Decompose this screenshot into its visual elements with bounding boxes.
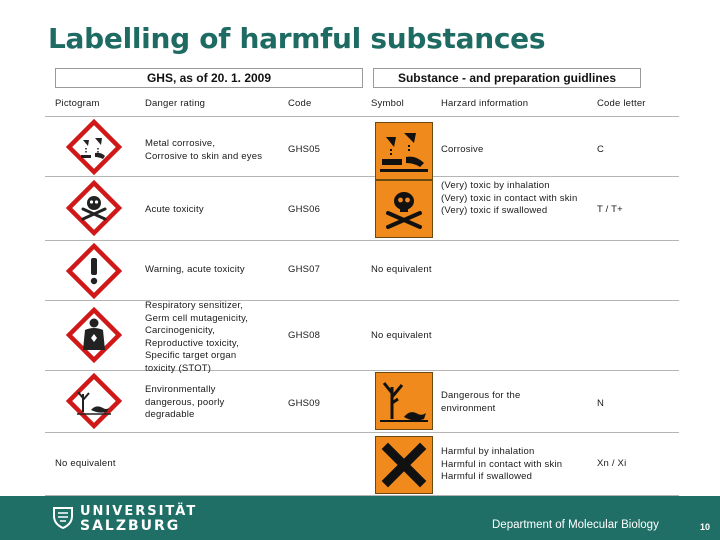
ghs-header: GHS, as of 20. 1. 2009 <box>55 68 363 88</box>
row-divider <box>45 240 679 241</box>
danger-rating-text: Respiratory sensitizer, Germ cell mutagenicity, Carcinogenicity, Reproductive toxicity, Specific target organ toxicity (STOT) <box>145 300 249 374</box>
danger-rating-text: Environmentally dangerous, poorly degradable <box>145 384 225 420</box>
col-code-letter: Code letter <box>597 97 646 109</box>
exclamation-icon <box>65 242 123 300</box>
code-letter: N <box>597 397 605 409</box>
danger-rating-text: Metal corrosive, Corrosive to skin and eyes <box>145 138 263 162</box>
corrosive-symbol-icon <box>375 122 433 180</box>
code-letter: C <box>597 143 605 155</box>
danger-rating-text: Acute toxicity <box>145 203 204 215</box>
row-divider <box>45 370 679 371</box>
corrosion-icon <box>65 118 123 176</box>
hazard-info-text: Corrosive <box>441 143 484 155</box>
logo-line-2: SALZBURG <box>80 518 181 534</box>
col-hazard-info: Harzard information <box>441 97 529 109</box>
row-divider <box>45 116 679 117</box>
page-number: 10 <box>700 522 711 532</box>
col-pictogram: Pictogram <box>55 97 100 109</box>
logo-line-1: UNIVERSITÄT <box>80 504 198 519</box>
code-letter: T / T+ <box>597 203 623 215</box>
substance-header: Substance - and preparation guidlines <box>373 68 641 88</box>
health-hazard-icon <box>65 306 123 364</box>
hazard-info-text: Harmful by inhalation Harmful in contact with skin Harmful if swallowed <box>441 446 563 482</box>
slide-title: Labelling of harmful substances <box>48 22 546 55</box>
ghs-code: GHS08 <box>288 329 321 341</box>
danger-rating-text: Warning, acute toxicity <box>145 263 245 275</box>
hazard-info-text: (Very) toxic by inhalation (Very) toxic in contact with skin (Very) toxic if swallowed <box>441 180 578 216</box>
skull-crossbones-icon <box>65 179 123 237</box>
environment-icon <box>65 372 123 430</box>
labelling-table <box>45 64 679 496</box>
hazard-info-text: Dangerous for the environment <box>441 390 521 414</box>
no-equivalent-text: No equivalent <box>371 263 432 275</box>
ghs-code: GHS09 <box>288 397 321 409</box>
harmful-cross-icon <box>375 436 433 494</box>
environment-symbol-icon <box>375 372 433 430</box>
col-code: Code <box>288 97 312 109</box>
row-divider <box>45 176 679 177</box>
department-label: Department of Molecular Biology <box>492 519 659 531</box>
ghs-code: GHS05 <box>288 143 321 155</box>
col-symbol: Symbol <box>371 97 404 109</box>
row-divider <box>45 432 679 433</box>
university-logo-icon <box>52 506 74 530</box>
ghs-code: GHS07 <box>288 263 321 275</box>
no-equivalent-text: No equivalent <box>371 329 432 341</box>
no-equivalent-text: No equivalent <box>55 457 116 469</box>
col-danger-rating: Danger rating <box>145 97 206 109</box>
toxic-symbol-icon <box>375 180 433 238</box>
ghs-code: GHS06 <box>288 203 321 215</box>
row-divider <box>45 300 679 301</box>
code-letter: Xn / Xi <box>597 457 627 469</box>
